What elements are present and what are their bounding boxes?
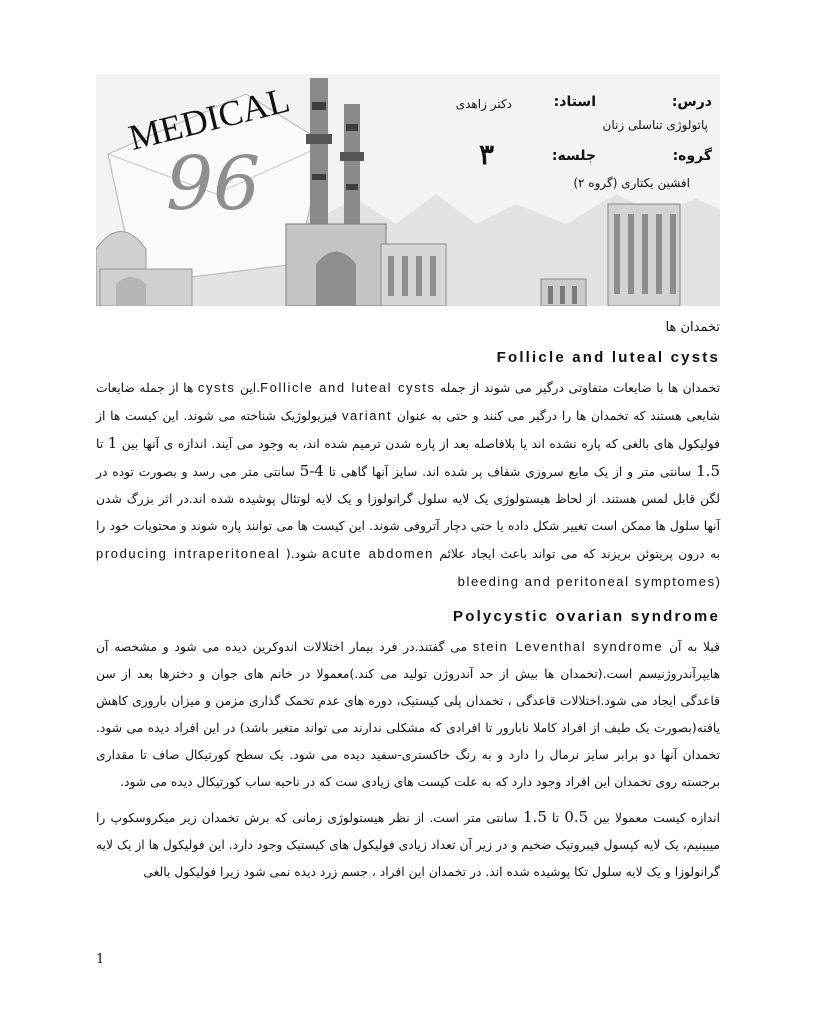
numeric-value: 4-5: [299, 462, 324, 480]
professor-label: استاد:: [553, 94, 596, 110]
paragraph-text-run: فیزیولوژیک شناخته می شوند. این کیست ها از فولیکول های بالغی که پاره نشده اند یا بلافاصله بعد از پاره شدن ترمیم شده اند، به وجود می آیند. اندازه ی آنها بین: [96, 409, 721, 451]
paragraph-text-run: می گفتند.در فرد بیمار اختلالات اندوکرین دیده می شود و مشخصه آن هایپرآندروژنیسم است.(تخمدان ها بیش از حد آندروژن تولید می کند.)معمولا در خانم های جوان و دخترها بعد از سن قاعدگی ایجاد می شود.اختلالات قاعدگی ، تخمدان پلی کیستیک، دوره های عدم تخمک گذاری مزمن و میزان باروری کاهش یافته(بصورت یک طیف از افراد کاملا نابارور تا افرادی که مشکلی ندارند می تواند متغیر باشد) در این افراد دیده می شود. تخمدان آنها دو برابر سایز نرمال را دارد و به رنگ خاکستری-سفید دیده می شود. یک سطح کورتیکال صاف تا مقداری برجسته روی تخمدان این افراد وجود دارد که به علت کیست های زیادی ست که در ناحیه ساب کورتیکال دیده می شود.: [96, 640, 720, 789]
paragraph-text-run: سانتی متر و از یک مایع سروزی شفاف پر شده اند. سایز آنها گاهی تا: [323, 465, 697, 479]
paragraph-text-run: سانتی متر می رسد و بصورت توده در لگن قابل لمس هستند. از لحاظ هیستولوژی یک لایه سلول گرانولوزا و یک لایه لوتئال پوشیده شده اند.در اثر بزرگ شدن آنها سلول ها ممکن است تغییر شکل داده یا حتی دچار آتروفی شوند. این کیست ها می توانند پاره شوند و محتویات خود را به درون پریتوئن بریزند که می تواند باعث ایجاد علائم: [96, 465, 720, 561]
banner-artwork: [96, 74, 720, 306]
logo-medical-text: MEDICAL: [124, 79, 294, 158]
latin-term: stein Leventhal syndrome: [472, 639, 664, 654]
paragraph-pcos-2: [96, 804, 720, 886]
section-title: تخمدان ها: [665, 320, 720, 335]
numeric-value: 1.5: [523, 808, 547, 826]
paragraph-text-run: سانتی متر است. از نظر هیستولوژی زمانی که برش تخمدان زیر میکروسکوپ را میبینیم، یک لایه کپسول فیبروتیک ضخیم و در زیر آن تعداد زیادی فولیکول های کیستیک وجود دارد. این فولیکول ها از یک لایه گرانولوزا و یک لایه سلول تکا پوشیده شده اند. در تخمدان این افراد ، جسم زرد دیده نمی شود زیرا فولیکول بالغی: [96, 811, 720, 879]
group-value: افشین یکتاری (گروه ۲): [573, 176, 690, 190]
paragraph-text-run: ها از جمله ضایعات شایعی هستند که تخمدان ها را درگیر می کنند و حتی به عنوان: [96, 381, 720, 423]
latin-term: variant: [341, 408, 393, 423]
logo-number-text: 96: [166, 141, 261, 227]
paragraph-text-run: .این: [235, 381, 261, 395]
paragraph-text-run: تخمدان ها با ضایعات متفاوتی درگیر می شوند از جمله: [435, 381, 721, 395]
heading-follicle-cysts: Follicle and luteal cysts: [496, 349, 720, 366]
course-value: پاتولوژی تناسلی زنان: [602, 118, 708, 132]
paragraph-text-run: اندازه کیست معمولا بین: [588, 811, 720, 825]
paragraph-pcos-1: [96, 633, 720, 796]
latin-term: acute abdomen: [322, 546, 434, 561]
heading-pcos: Polycystic ovarian syndrome: [453, 608, 720, 625]
paragraph-follicle-cysts: [96, 374, 720, 596]
group-label: گروه:: [672, 148, 712, 164]
latin-term: Follicle and luteal cysts: [260, 380, 436, 395]
session-label: جلسه:: [551, 148, 596, 164]
paragraph-text-run: قبلا به آن: [663, 640, 720, 654]
numeric-value: 1.5: [696, 462, 720, 480]
header-banner: [96, 74, 720, 306]
paragraph-text-run: تا: [96, 437, 108, 451]
latin-term: producing intraperitoneal bleeding and peritoneal symptomes): [96, 546, 720, 589]
latin-term: cysts: [197, 380, 236, 395]
page-number: 1: [96, 952, 105, 967]
numeric-value: 0.5: [564, 808, 589, 826]
professor-value: دکتر زاهدی: [455, 97, 512, 111]
paragraph-text-run: تا: [546, 811, 565, 825]
course-label: درس:: [671, 94, 712, 110]
session-value: ۳: [478, 138, 494, 171]
paragraph-text-run: شود.(: [280, 547, 323, 561]
document-body: [96, 318, 720, 886]
numeric-value: 1: [107, 434, 118, 452]
